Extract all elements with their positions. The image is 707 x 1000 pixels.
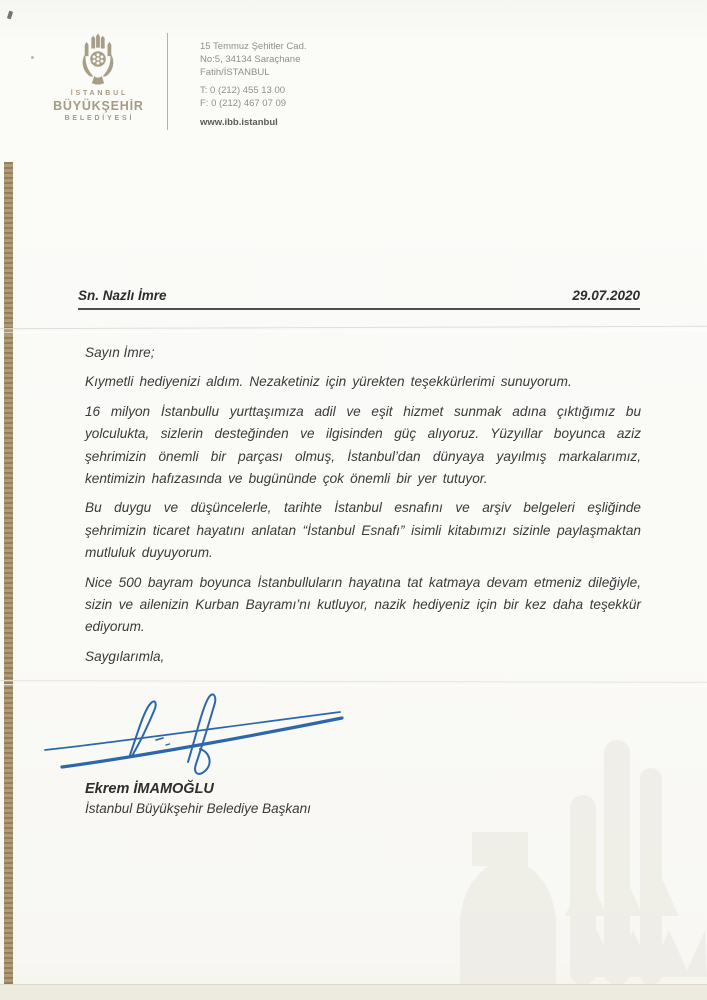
- address-line: Fatih/İSTANBUL: [200, 67, 270, 78]
- fax-number: F: 0 (212) 467 07 09: [200, 98, 287, 109]
- letter-body: [85, 342, 641, 675]
- address-line: No:5, 34134 Saraçhane: [200, 54, 301, 65]
- paper-fold-crease: [0, 326, 707, 333]
- recipient-name: Sn. Nazlı İmre: [78, 288, 167, 303]
- scan-binding-strip: [4, 162, 13, 985]
- scan-speck: [31, 56, 34, 59]
- letter-date: 29.07.2020: [572, 288, 640, 303]
- salutation: Sayın İmre;: [85, 345, 155, 360]
- header-divider: [167, 33, 168, 130]
- paragraph-3: Bu duygu ve düşüncelerle, tarihte İstanbul esnafını ve arşiv belgeleri eşliğinde şehrimizin ticaret hayatını anlatan “İstanbul Esnafı” isimli kitabımızı sizinle paylaşmaktan mutluluk duyuyorum.: [85, 500, 641, 561]
- signature-block: [85, 781, 311, 816]
- header-rule: [78, 308, 640, 310]
- signer-name: Ekrem İMAMOĞLU: [85, 781, 214, 797]
- closing: Saygılarımla,: [85, 648, 165, 664]
- logo-text-belediyesi: BELEDİYESİ: [64, 115, 135, 122]
- logo-text-istanbul: İSTANBUL: [70, 90, 129, 97]
- website-url: www.ibb.istanbul: [200, 117, 278, 128]
- scan-speck: [7, 11, 13, 20]
- ibb-watermark-icon: [452, 740, 707, 985]
- paragraph-1: Kıymetli hediyenizi aldım. Nezaketiniz için yürekten teşekkürlerimi sunuyorum.: [85, 374, 572, 390]
- paragraph-2: 16 milyon İstanbullu yurttaşımıza adil ve eşit hizmet sunmak adına çıktığımız bu yolculukta, sizlerin desteğinden ve ilgisinden güç alıyoruz. Yüzyıllar boyunca aziz şehrimizin önemli bir parçası olmuş, İstanbul’dan dünyaya yayılmış markalarımız, kentimizin hafızasında ve bugününde çok önemli bir yer tutuyor.: [85, 403, 641, 487]
- recipient-row: [78, 288, 640, 303]
- address-line: 15 Temmuz Şehitler Cad.: [200, 41, 307, 52]
- ibb-logo: [42, 33, 154, 122]
- scan-edge-bottom: [0, 984, 707, 1000]
- paragraph-4: Nice 500 bayram boyunca İstanbulluların hayatına tat katmaya devam etmeniz dileğiyle, sizin ve ailenizin Kurban Bayramı’nı kutluyor, nazik hediyeniz için bir kez daha teşekkür ediyorum.: [85, 574, 641, 635]
- ibb-emblem-icon: [79, 33, 117, 85]
- signer-title: İstanbul Büyükşehir Belediye Başkanı: [85, 801, 311, 816]
- signature-icon: [42, 680, 347, 778]
- letterhead-address: [200, 40, 307, 129]
- phone-number: T: 0 (212) 455 13 00: [200, 85, 286, 96]
- logo-text-buyuksehir: BÜYÜKŞEHİR: [53, 99, 144, 113]
